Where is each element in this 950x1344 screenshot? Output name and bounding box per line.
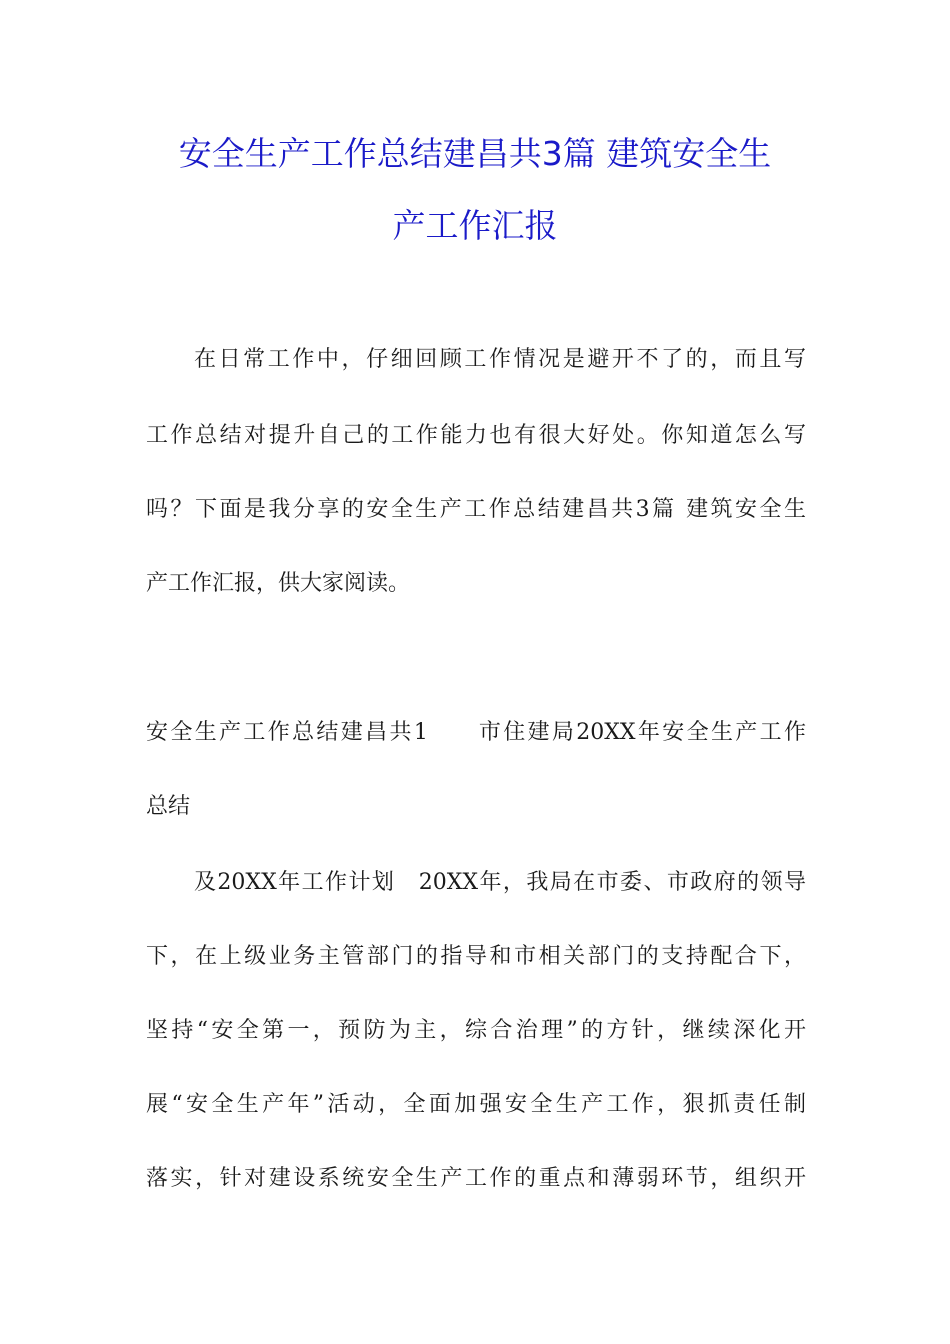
document-title-line-1: 安全生产工作总结建昌共3篇 建筑安全生	[178, 134, 772, 173]
intro-line-1: 在日常工作中，仔细回顾工作情况是避开不了的，而且写	[194, 347, 806, 372]
body-line-4: 展“安全生产年”活动，全面加强安全生产工作，狠抓责任制	[146, 1092, 806, 1117]
body-line-3: 坚持“安全第一，预防为主，综合治理”的方针，继续深化开	[146, 1018, 806, 1043]
intro-line-4: 产工作汇报，供大家阅读。	[146, 571, 411, 596]
section-heading-line-2: 总结	[146, 794, 191, 819]
section-heading-line-1: 安全生产工作总结建昌共1 市住建局20XX年安全生产工作	[146, 720, 806, 745]
intro-line-3: 吗？下面是我分享的安全生产工作总结建昌共3篇 建筑安全生	[146, 497, 806, 522]
intro-line-2: 工作总结对提升自己的工作能力也有很大好处。你知道怎么写	[146, 423, 806, 448]
body-line-1: 及20XX年工作计划 20XX年，我局在市委、市政府的领导	[194, 870, 806, 895]
body-line-2: 下，在上级业务主管部门的指导和市相关部门的支持配合下，	[146, 944, 806, 969]
body-line-5: 落实，针对建设系统安全生产工作的重点和薄弱环节，组织开	[146, 1166, 806, 1191]
document-title-line-2: 产工作汇报	[392, 206, 558, 245]
